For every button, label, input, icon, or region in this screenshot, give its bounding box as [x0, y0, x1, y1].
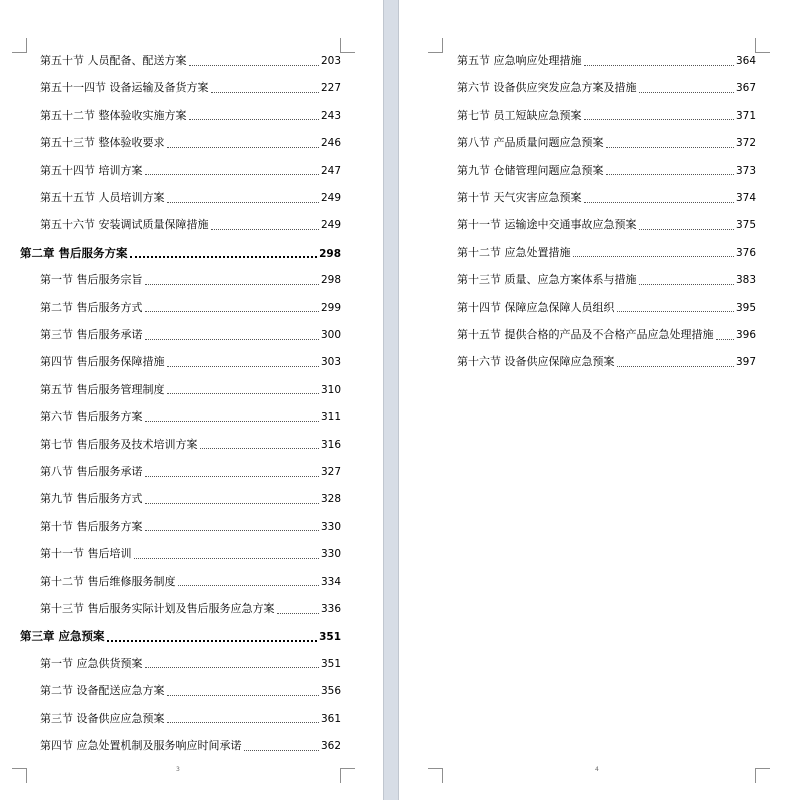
- toc-leader-dots: [584, 119, 734, 120]
- toc-section-entry[interactable]: [457, 164, 756, 178]
- toc-leader-dots: [189, 65, 319, 66]
- toc-entry-page-number: 376: [735, 246, 756, 259]
- page-number: 3: [176, 766, 180, 773]
- toc-section-entry[interactable]: [457, 81, 756, 95]
- toc-entry-title: 第十节 天气灾害应急预案: [457, 191, 582, 204]
- toc-leader-dots: [617, 311, 734, 312]
- toc-entry-page-number: 372: [735, 137, 756, 150]
- toc-entry-title: 第五节 售后服务管理制度: [40, 382, 165, 396]
- toc-entry-page-number: 327: [320, 466, 341, 478]
- toc-entry-page-number: 373: [735, 164, 756, 177]
- toc-entry-page-number: 249: [320, 219, 341, 232]
- toc-entry-page-number: 336: [320, 603, 341, 615]
- toc-entry-title: 第三节 售后服务承诺: [40, 328, 143, 341]
- toc-entry-title: 第四节 应急处置机制及服务响应时间承诺: [40, 739, 242, 752]
- toc-entry-title: 第十三节 售后服务实际计划及售后服务应急方案: [40, 602, 275, 615]
- toc-entry-page-number: 246: [320, 137, 341, 150]
- toc-leader-dots: [573, 256, 734, 257]
- toc-leader-dots: [145, 421, 319, 422]
- toc-section-entry[interactable]: [40, 739, 341, 753]
- toc-entry-page-number: 243: [320, 109, 341, 122]
- toc-entry-page-number: 364: [735, 55, 756, 67]
- toc-section-entry[interactable]: [457, 109, 756, 123]
- toc-entry-page-number: 247: [320, 164, 341, 177]
- toc-entry-title: 第九节 售后服务方式: [40, 492, 143, 506]
- toc-entry-title: 第五十五节 人员培训方案: [40, 191, 165, 204]
- toc-section-entry[interactable]: [40, 410, 341, 424]
- toc-entry-page-number: 300: [320, 329, 341, 341]
- toc-entry-title: 第七节 员工短缺应急预案: [457, 108, 582, 122]
- toc-entry-page-number: 334: [320, 575, 341, 588]
- toc-entry-title: 第二节 设备配送应急方案: [40, 684, 165, 698]
- toc-leader-dots: [606, 174, 734, 175]
- toc-entry-page-number: 375: [735, 219, 756, 232]
- toc-section-entry[interactable]: [40, 684, 341, 698]
- toc-entry-title: 第二章 售后服务方案: [20, 245, 128, 260]
- crop-mark-bottom-left: [428, 768, 443, 783]
- toc-chapter-entry[interactable]: [20, 629, 341, 644]
- toc-leader-dots: [639, 284, 734, 285]
- toc-section-entry[interactable]: [40, 191, 341, 205]
- toc-section-entry[interactable]: [457, 218, 756, 232]
- toc-entry-page-number: 316: [320, 438, 341, 451]
- toc-entry-title: 第一节 应急供货预案: [40, 656, 143, 670]
- toc-leader-dots: [584, 65, 734, 66]
- toc-entry-page-number: 227: [320, 82, 341, 95]
- toc-entry-title: 第二节 售后服务方式: [40, 300, 143, 314]
- toc-section-entry[interactable]: [40, 164, 341, 178]
- page-number: 4: [595, 766, 599, 773]
- toc-leader-dots: [167, 202, 319, 203]
- toc-entry-page-number: 351: [319, 631, 341, 644]
- toc-entry-page-number: 361: [320, 712, 341, 725]
- toc-leader-dots: [167, 695, 319, 696]
- toc-leader-dots: [145, 667, 319, 668]
- toc-section-entry[interactable]: [40, 602, 341, 616]
- toc-section-entry[interactable]: [40, 328, 341, 342]
- toc-section-entry[interactable]: [457, 136, 756, 150]
- toc-entry-title: 第三章 应急预案: [20, 629, 105, 644]
- toc-section-entry[interactable]: [40, 301, 341, 315]
- toc-leader-dots: [107, 640, 318, 642]
- toc-leader-dots: [211, 92, 319, 93]
- toc-section-entry[interactable]: [40, 657, 341, 671]
- toc-entry-title: 第十三节 质量、应急方案体系与措施: [457, 273, 637, 287]
- toc-entry-title: 第十五节 提供合格的产品及不合格产品应急处理措施: [457, 328, 714, 341]
- toc-entry-page-number: 371: [735, 109, 756, 122]
- toc-entry-title: 第十一节 售后培训: [40, 547, 132, 561]
- toc-section-entry[interactable]: [40, 273, 341, 287]
- toc-entry-page-number: 203: [320, 55, 341, 67]
- toc-section-entry[interactable]: [40, 355, 341, 369]
- toc-chapter-entry[interactable]: [20, 246, 341, 261]
- toc-entry-page-number: 298: [319, 247, 341, 260]
- toc-leader-dots: [178, 585, 319, 586]
- toc-leader-dots: [211, 229, 319, 230]
- toc-entry-title: 第十一节 运输途中交通事故应急预案: [457, 218, 637, 232]
- toc-entry-title: 第十四节 保障应急保障人员组织: [457, 300, 615, 314]
- crop-mark-top-right: [340, 38, 355, 53]
- toc-entry-page-number: 374: [735, 192, 756, 204]
- toc-section-entry[interactable]: [40, 438, 341, 452]
- toc-section-entry[interactable]: [40, 575, 341, 589]
- toc-entry-title: 第一节 售后服务宗旨: [40, 273, 143, 287]
- crop-mark-bottom-right: [755, 768, 770, 783]
- page-gutter: [383, 0, 399, 800]
- toc-entry-title: 第四节 售后服务保障措施: [40, 355, 165, 369]
- crop-mark-top-right: [755, 38, 770, 53]
- toc-entry-page-number: 330: [320, 548, 341, 561]
- toc-entry-page-number: 330: [320, 520, 341, 533]
- toc-leader-dots: [189, 119, 319, 120]
- toc-leader-dots: [134, 558, 319, 559]
- toc-leader-dots: [145, 530, 319, 531]
- toc-leader-dots: [639, 92, 734, 93]
- toc-section-entry[interactable]: [40, 383, 341, 397]
- toc-leader-dots: [145, 311, 319, 312]
- toc-section-entry[interactable]: [457, 191, 756, 205]
- toc-section-entry[interactable]: [457, 273, 756, 287]
- toc-entry-page-number: 249: [320, 192, 341, 204]
- toc-entry-page-number: 362: [320, 740, 341, 752]
- toc-entry-page-number: 310: [320, 383, 341, 396]
- toc-entry-title: 第八节 产品质量问题应急预案: [457, 136, 604, 150]
- toc-leader-dots: [167, 366, 319, 367]
- toc-section-entry[interactable]: [40, 712, 341, 726]
- toc-entry-page-number: 303: [320, 356, 341, 369]
- toc-entry-page-number: 367: [735, 82, 756, 95]
- toc-section-entry[interactable]: [40, 109, 341, 123]
- crop-mark-bottom-left: [12, 768, 27, 783]
- toc-section-entry[interactable]: [40, 218, 341, 232]
- toc-section-entry[interactable]: [40, 81, 341, 95]
- toc-entry-page-number: 395: [735, 301, 756, 314]
- toc-entry-title: 第五十节 人员配备、配送方案: [40, 54, 187, 67]
- toc-leader-dots: [617, 366, 734, 367]
- toc-entry-title: 第六节 设备供应突发应急方案及措施: [457, 81, 637, 95]
- toc-leader-dots: [606, 147, 734, 148]
- toc-entry-title: 第八节 售后服务承诺: [40, 465, 143, 478]
- toc-section-entry[interactable]: [40, 492, 341, 506]
- toc-leader-dots: [145, 284, 319, 285]
- toc-leader-dots: [145, 174, 319, 175]
- toc-entry-title: 第五十三节 整体验收要求: [40, 136, 165, 150]
- toc-entry-page-number: 396: [735, 329, 756, 341]
- toc-entry-title: 第五十四节 培训方案: [40, 163, 143, 177]
- toc-entry-title: 第五十六节 安装调试质量保障措施: [40, 218, 209, 232]
- toc-entry-page-number: 351: [320, 657, 341, 670]
- toc-leader-dots: [639, 229, 734, 230]
- toc-entry-page-number: 298: [320, 274, 341, 287]
- toc-leader-dots: [145, 503, 319, 504]
- toc-section-entry[interactable]: [457, 328, 756, 342]
- toc-entry-page-number: 299: [320, 301, 341, 314]
- toc-section-entry[interactable]: [457, 246, 756, 260]
- toc-leader-dots: [167, 147, 319, 148]
- toc-leader-dots: [145, 339, 319, 340]
- toc-leader-dots: [277, 613, 319, 614]
- toc-entry-title: 第五节 应急响应处理措施: [457, 54, 582, 67]
- toc-entry-title: 第三节 设备供应应急预案: [40, 711, 165, 725]
- toc-entry-title: 第五十二节 整体验收实施方案: [40, 108, 187, 122]
- toc-leader-dots: [716, 339, 734, 340]
- toc-entry-title: 第七节 售后服务及技术培训方案: [40, 437, 198, 451]
- toc-entry-title: 第六节 售后服务方案: [40, 410, 143, 424]
- toc-entry-page-number: 311: [320, 411, 341, 424]
- toc-section-entry[interactable]: [40, 520, 341, 534]
- toc-entry-title: 第九节 仓储管理问题应急预案: [457, 163, 604, 177]
- crop-mark-top-left: [12, 38, 27, 53]
- toc-entry-title: 第十节 售后服务方案: [40, 519, 143, 533]
- toc-section-entry[interactable]: [40, 465, 341, 479]
- toc-section-entry[interactable]: [457, 301, 756, 315]
- toc-section-entry[interactable]: [457, 355, 756, 369]
- toc-entry-page-number: 383: [735, 274, 756, 287]
- toc-entry-title: 第十六节 设备供应保障应急预案: [457, 355, 615, 369]
- toc-leader-dots: [130, 256, 318, 258]
- toc-leader-dots: [244, 750, 319, 751]
- toc-entry-title: 第十二节 售后维修服务制度: [40, 574, 176, 588]
- left-page: [0, 0, 383, 800]
- toc-section-entry[interactable]: [40, 54, 341, 68]
- toc-leader-dots: [145, 476, 319, 477]
- toc-leader-dots: [584, 202, 734, 203]
- toc-section-entry[interactable]: [40, 547, 341, 561]
- toc-entry-title: 第十二节 应急处置措施: [457, 245, 571, 259]
- toc-entry-page-number: 328: [320, 493, 341, 506]
- toc-entry-page-number: 356: [320, 685, 341, 698]
- crop-mark-top-left: [428, 38, 443, 53]
- toc-section-entry[interactable]: [457, 54, 756, 68]
- right-page: [399, 0, 800, 800]
- crop-mark-bottom-right: [340, 768, 355, 783]
- toc-leader-dots: [167, 393, 319, 394]
- toc-entry-title: 第五十一四节 设备运输及备货方案: [40, 81, 209, 95]
- toc-leader-dots: [167, 722, 319, 723]
- toc-section-entry[interactable]: [40, 136, 341, 150]
- toc-leader-dots: [200, 448, 319, 449]
- toc-entry-page-number: 397: [735, 356, 756, 369]
